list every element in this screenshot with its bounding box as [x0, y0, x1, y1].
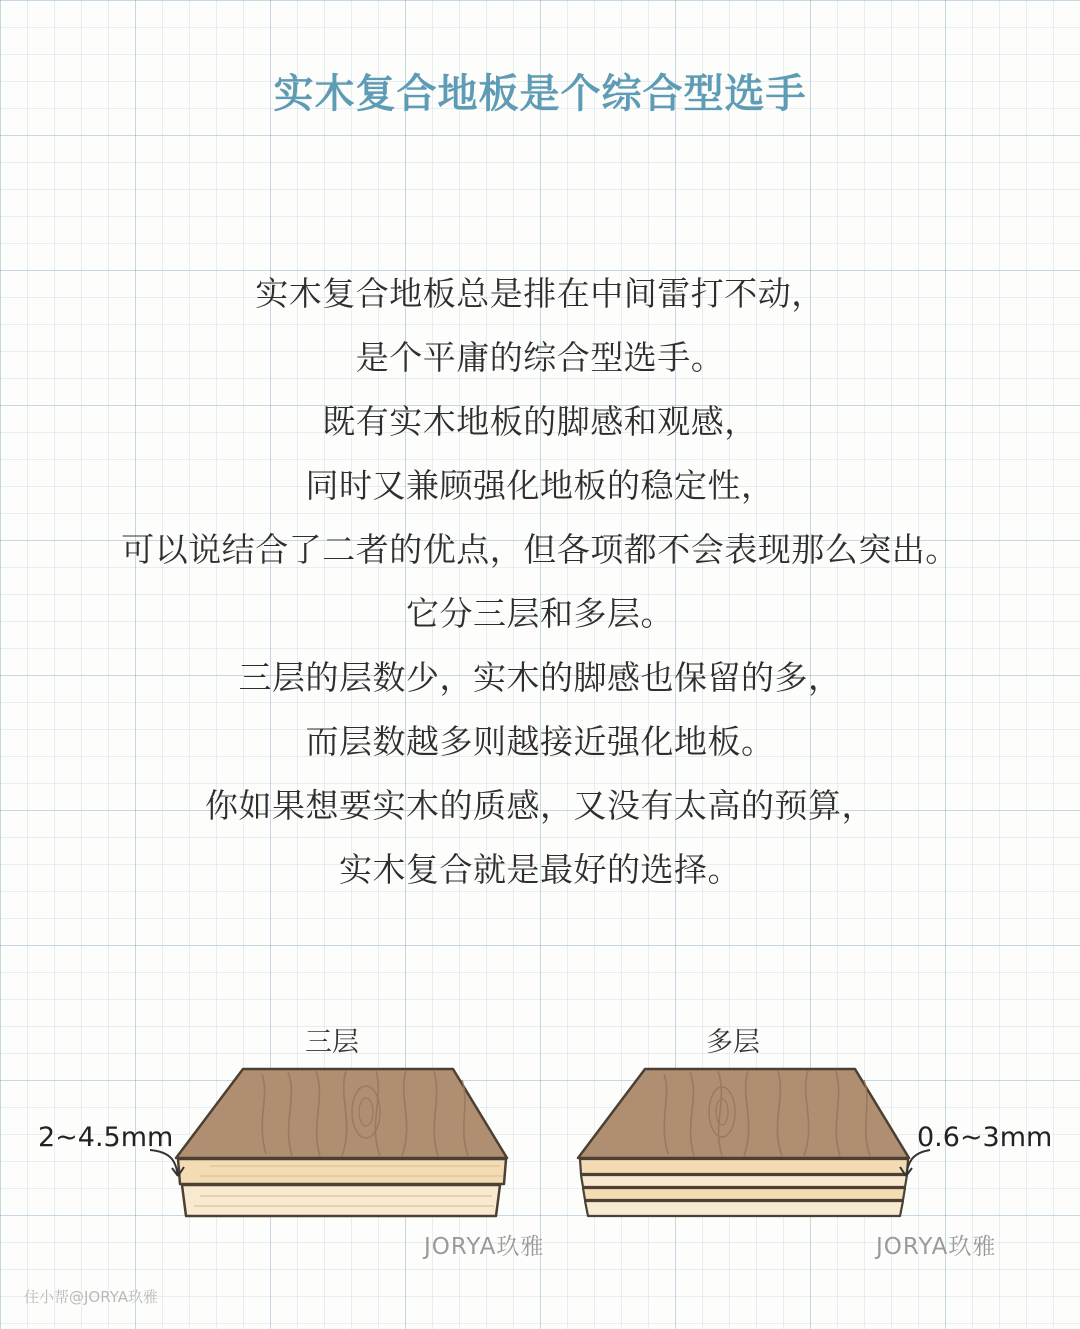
- body-line: 实木复合就是最好的选择。: [339, 850, 741, 889]
- left-board-label: 三层: [305, 1027, 359, 1058]
- body-line: 三层的层数少，实木的脚感也保留的多，: [238, 658, 842, 697]
- body-line: 同时又兼顾强化地板的稳定性，: [305, 466, 775, 505]
- page-title: 实木复合地板是个综合型选手: [273, 71, 807, 117]
- body-line: 实木复合地板总是排在中间雷打不动，: [255, 274, 825, 313]
- body-line: 既有实木地板的脚感和观感，: [322, 402, 758, 441]
- body-line: 你如果想要实木的质感，又没有太高的预算，: [205, 786, 875, 825]
- body-text: [0, 262, 1080, 902]
- body-line: 它分三层和多层。: [406, 594, 674, 633]
- right-dimension-text: 0.6~3mm: [917, 1122, 1053, 1153]
- body-line: 可以说结合了二者的优点，但各项都不会表现那么突出。: [121, 530, 959, 569]
- left-dimension-text: 2~4.5mm: [38, 1122, 174, 1153]
- body-line: 是个平庸的综合型选手。: [355, 338, 725, 377]
- floorboard-diagram: [0, 1000, 1080, 1280]
- watermark-center: JORYA玖雅: [424, 1234, 545, 1260]
- right-board-label: 多层: [706, 1027, 760, 1058]
- watermark-corner: 住小帮@JORYA玖雅: [24, 1288, 158, 1306]
- watermark-right: JORYA玖雅: [876, 1234, 997, 1260]
- body-line: 而层数越多则越接近强化地板。: [305, 722, 775, 761]
